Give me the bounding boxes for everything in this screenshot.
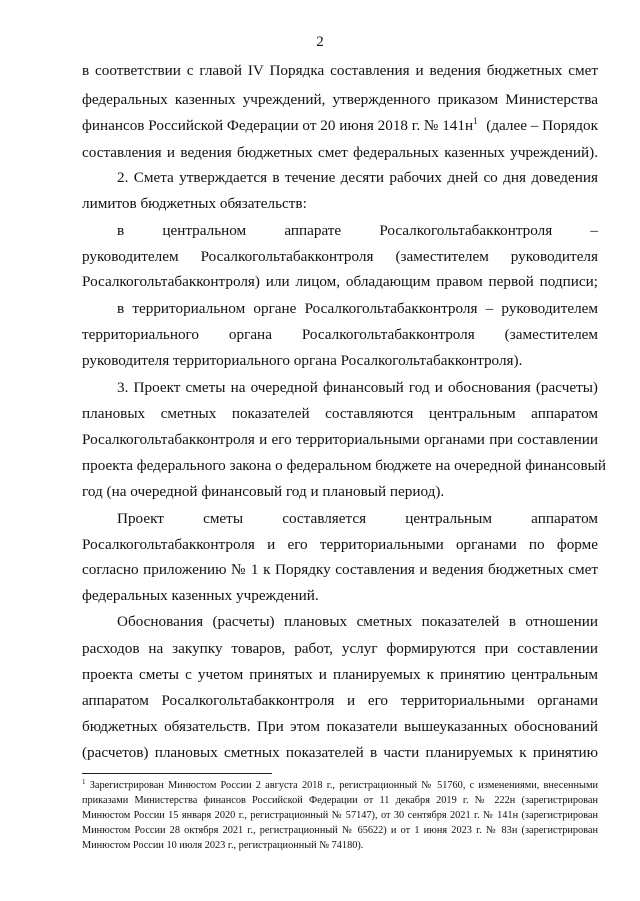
- text-line-part: финансов Российской Федерации от 20 июня 2018 г. № $141н^1$: [82, 116, 478, 134]
- footnote-line: Минюстом России 10 июля 2023 г., регистрационный № 74180).: [82, 840, 364, 851]
- paragraph-first-line: Проект сметы составляется центральным аппаратом: [117, 510, 598, 527]
- text-line: согласно приложению № 1 к Порядку составления и ведения бюджетных смет: [82, 561, 598, 578]
- text-line-part: (далее – Порядок: [486, 117, 598, 134]
- paragraph-first-line: 2. Смета утверждается в течение десяти рабочих дней со дня доведения: [117, 169, 598, 186]
- footnote-reference: 1: [473, 116, 478, 126]
- text-line: Росалкогольтабакконтроля) или лицом, обладающим правом первой подписи;: [82, 273, 598, 290]
- text-line: руководителя территориального органа Росалкогольтабакконтроля).: [82, 352, 523, 369]
- paragraph-first-line: в центральном аппарате Росалкогольтабакконтроля –: [117, 222, 598, 239]
- text-line: бюджетных обязательств. При этом показатели вышеуказанных обоснований: [82, 718, 598, 735]
- text-line: в соответствии с главой IV Порядка составления и ведения бюджетных смет: [82, 62, 598, 79]
- text-line: расходов на закупку товаров, работ, услуг формируются при составлении: [82, 640, 598, 657]
- footnote-line: приказами Министерства финансов Российской Федерации от 11 декабря 2019 г. № 222н (зарегистрирован: [82, 795, 598, 806]
- text-line: федеральных казенных учреждений.: [82, 587, 319, 604]
- text-line: (расчетов) плановых сметных показателей в части планируемых к принятию: [82, 744, 598, 761]
- paragraph-first-line: в территориальном органе Росалкогольтабакконтроля – руководителем: [117, 300, 598, 317]
- page-number: 2: [316, 34, 324, 50]
- footnote-line: $^1$ Зарегистрирован Минюстом России 2 августа 2018 г., регистрационный № 51760, с изменениями, внесенными: [82, 778, 598, 791]
- footnote-line: Минюстом России 15 января 2020 г., регистрационный № 57147), от 30 сентября 2021 г. № 141н (зарегистрирован: [82, 810, 598, 821]
- paragraph-first-line: Обоснования (расчеты) плановых сметных показателей в отношении: [117, 613, 598, 630]
- text-line: руководителем Росалкогольтабакконтроля (заместителем руководителя: [82, 248, 598, 265]
- text-line: лимитов бюджетных обязательств:: [82, 195, 307, 212]
- text-line: Росалкогольтабакконтроля и его территориальными органами при составлении: [82, 431, 598, 448]
- text-line: проекта федерального закона о федеральном бюджете на очередной финансовый: [82, 457, 607, 474]
- text-line: год (на очередной финансовый год и плановый период).: [82, 483, 445, 500]
- paragraph-first-line: 3. Проект сметы на очередной финансовый год и обоснования (расчеты): [117, 379, 598, 396]
- footnote-mark: 1: [82, 778, 86, 786]
- text-line: составления и ведения бюджетных смет федеральных казенных учреждений).: [82, 144, 598, 161]
- text-line: плановых сметных показателей составляются центральным аппаратом: [82, 405, 598, 422]
- text-line: проекта сметы с учетом принятых и планируемых к принятию центральным: [82, 666, 598, 683]
- text-line: аппаратом Росалкогольтабакконтроля и его территориальными органами: [82, 692, 598, 709]
- text-line-with-footnote: [82, 117, 598, 135]
- text-line: федеральных казенных учреждений, утвержденного приказом Министерства: [82, 91, 598, 108]
- footnote-separator: [82, 773, 272, 774]
- footnote-line: Минюстом России 28 октября 2021 г., регистрационный № 65622) и от 1 июня 2023 г. № 83н (зарегистрирован: [82, 825, 598, 836]
- text-line: Росалкогольтабакконтроля и его территориальными органами по форме: [82, 536, 598, 553]
- text-line: территориального органа Росалкогольтабакконтроля (заместителем: [82, 326, 598, 343]
